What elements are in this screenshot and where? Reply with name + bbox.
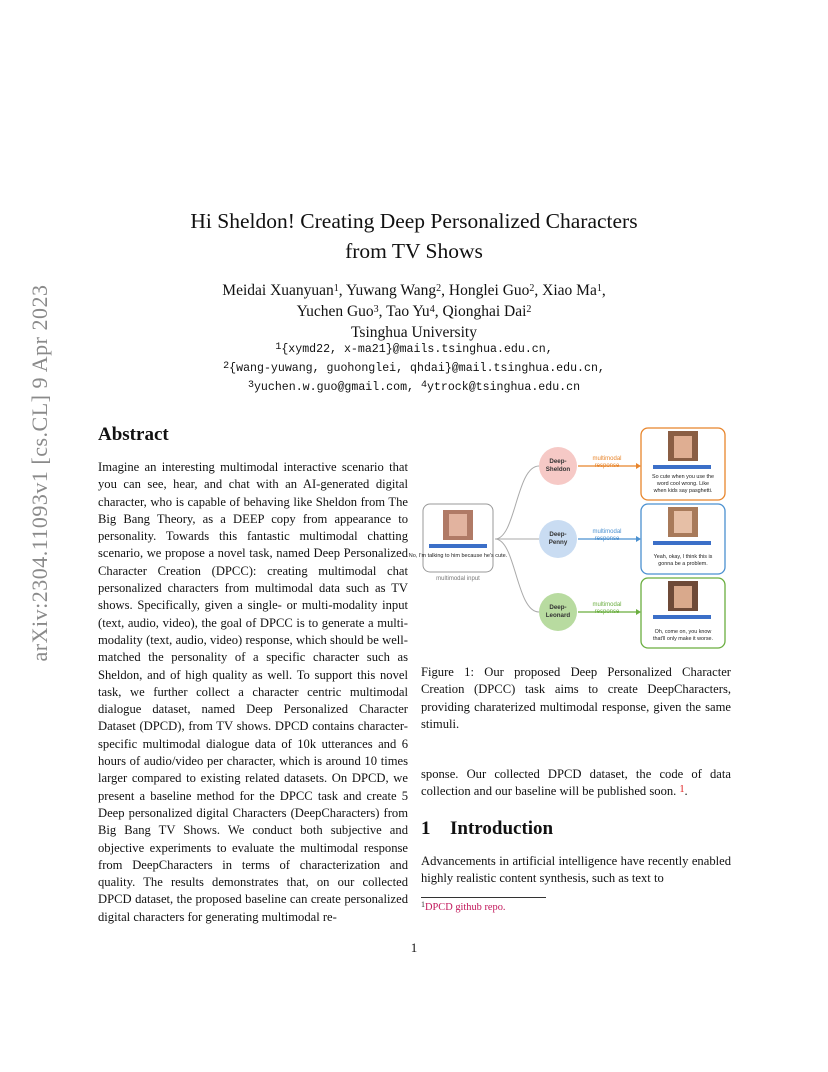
node-label: Sheldon — [545, 466, 571, 473]
leonard-portrait-face — [674, 586, 692, 608]
branch-label: multimodal — [592, 456, 622, 462]
author-name: Meidai Xuanyuan — [222, 282, 334, 299]
right-column-paragraph — [421, 766, 731, 801]
branch-label: multimodal — [592, 602, 622, 608]
node-label: Deep- — [549, 604, 567, 611]
author-name: Xiao Ma — [542, 282, 597, 299]
response-line: when kids say pasghetti. — [653, 488, 713, 494]
affiliation-mark: 4 — [420, 380, 427, 391]
response-line: word cool wrong. Like — [656, 481, 710, 487]
affiliation-mark: 3 — [373, 304, 379, 315]
branch-label: response — [594, 463, 620, 469]
input-text-content: No, I'm talking to him because he's cute. — [408, 553, 508, 559]
input-label: multimodal input — [436, 576, 480, 582]
affiliation-mark: 2 — [223, 361, 230, 372]
affiliation-mark: 1 — [333, 283, 339, 294]
section-heading — [421, 818, 553, 840]
author-name: Yuchen Guo — [296, 303, 374, 320]
author-separator: , — [534, 282, 543, 299]
affiliation-mark: 2 — [436, 283, 442, 294]
penny-waveform-icon — [653, 541, 711, 545]
introduction-body: Advancements in artificial intelligence have recently enabled highly realistic content synthesis, such as text to — [421, 854, 731, 886]
email-block — [100, 340, 728, 397]
page-number: 1 — [410, 940, 418, 955]
arxiv-identifier: arXiv:2304.11093v1 [cs.CL] 9 Apr 2023 — [27, 284, 52, 662]
section-number: 1 — [421, 818, 431, 839]
response-line: Yeah, okay, I think this is — [653, 554, 713, 560]
paper-title — [100, 206, 728, 266]
input-portrait-face — [449, 514, 467, 536]
branch-label: response — [594, 536, 620, 542]
email-text: {xymd22, x-ma21}@mails.tsinghua.edu.cn, — [281, 343, 553, 356]
arrowhead-leonard — [636, 609, 641, 615]
node-label: Leonard — [545, 612, 571, 619]
connector-leonard — [495, 539, 539, 612]
email-line-2 — [100, 359, 728, 378]
affiliation-mark: 4 — [429, 304, 435, 315]
authors-line-2 — [100, 301, 728, 322]
branch-label: multimodal — [592, 529, 622, 535]
leonard-waveform-icon — [653, 615, 711, 619]
affiliation-mark: 1 — [596, 283, 602, 294]
response-line: So cute when you use the — [651, 474, 715, 480]
footnote-divider — [421, 897, 546, 898]
sheldon-waveform-icon — [653, 465, 711, 469]
affiliation-mark: 1 — [275, 342, 282, 353]
title-line-1: Hi Sheldon! Creating Deep Personalized Characters — [190, 209, 638, 233]
email-line-1 — [100, 340, 728, 359]
arrowhead-sheldon — [636, 463, 641, 469]
author-separator: , — [601, 282, 606, 299]
title-line-2: from TV Shows — [345, 239, 483, 263]
institution: Tsinghua University — [351, 324, 477, 341]
affiliation-mark: 2 — [529, 283, 535, 294]
author-block — [100, 280, 728, 343]
footnote-reference-link[interactable]: 1 — [679, 784, 685, 796]
arrowhead-penny — [636, 536, 641, 542]
email-text: ytrock@tsinghua.edu.cn — [426, 381, 581, 394]
affiliation-mark: 2 — [526, 304, 532, 315]
author-name: Yuwang Wang — [345, 282, 437, 299]
author-separator: , — [378, 303, 387, 320]
figure-1-diagram — [408, 426, 731, 652]
author-separator: , — [434, 303, 443, 320]
paragraph-text: sponse. Our collected DPCD dataset, the code of data collection and our baseline will be published soon. — [421, 767, 731, 799]
author-name: Honglei Guo — [448, 282, 530, 299]
response-line: gonna be a problem. — [658, 561, 708, 567]
branch-label: response — [594, 609, 620, 615]
paragraph-text-end: . — [684, 784, 688, 799]
author-separator: , — [441, 282, 449, 299]
connector-sheldon — [495, 466, 539, 539]
abstract-body: Imagine an interesting multimodal interactive scenario that you can see, hear, and chat with an AI-generated digital character, who is capable of behaving like Sheldon from The Big Bang Theory, as a DEEP copy from appearance to personality. Towards this fantastic multimodal chatting scenario, we propose a novel task, named Deep Personalized Character Creation (DPCC): creating multimodal chat personalized characters from multimodal data such as TV shows. Specifically, given a single- or multi-modality input (text, audio, video), the goal of DPCC is to generate a multi-modality (text, audio, video) response, which should be well-matched the personality of a specific character such as Sheldon, and of high quality as well. To support this novel task, we further collect a character centric multimodal dialogue dataset, named Deep Personalized Character Dataset (DPCD), from TV shows. DPCD contains character-specific multimodal dialogue data of 10k utterances and 6 hours of audio/video per character, which is around 10 times larger compared to existing related datasets. On DPCD, we present a baseline method for the DPCC task and create 5 Deep personalized digital Characters (DeepCharacters) from Big Bang TV Shows. We conduct both subjective and objective experiments to evaluate the multimodal response from DeepCharacters in terms of characterization and quality. The results demonstrates that, on our collected DPCD dataset, the proposed baseline can create personalized digital characters for generating multimodal re- — [98, 460, 408, 924]
email-text: yuchen.w.guo@gmail.com, — [253, 381, 421, 394]
figure-1 — [408, 426, 731, 652]
footnote-link[interactable]: DPCD github repo. — [425, 902, 506, 913]
response-line: Oh, come on, you know — [654, 629, 712, 635]
section-title: Introduction — [450, 818, 554, 839]
node-label: Penny — [548, 539, 568, 546]
email-text: {wang-yuwang, guohonglei, qhdai}@mail.tsinghua.edu.cn, — [229, 362, 605, 375]
node-label: Deep- — [549, 458, 567, 465]
input-text — [409, 553, 508, 559]
penny-portrait-face — [674, 511, 692, 533]
sheldon-portrait-face — [674, 436, 692, 458]
figure-caption: Figure 1: Our proposed Deep Personalized Character Creation (DPCC) task aims to create DeepCharacters, providing charaterized multimodal response, given the same stimuli. — [421, 665, 731, 731]
abstract-heading: Abstract — [98, 424, 169, 445]
input-waveform-icon — [429, 544, 487, 548]
email-line-3 — [100, 378, 728, 397]
node-label: Deep- — [549, 531, 567, 538]
footnote-mark: 1 — [421, 900, 425, 909]
author-name: Qionghai Dai — [442, 303, 527, 320]
affiliation-mark: 3 — [247, 380, 254, 391]
response-line: that'll only make it worse. — [652, 636, 714, 642]
author-name: Tao Yu — [386, 303, 430, 320]
footnote — [421, 902, 506, 913]
author-separator: , — [338, 282, 346, 299]
authors-line-1 — [100, 280, 728, 301]
